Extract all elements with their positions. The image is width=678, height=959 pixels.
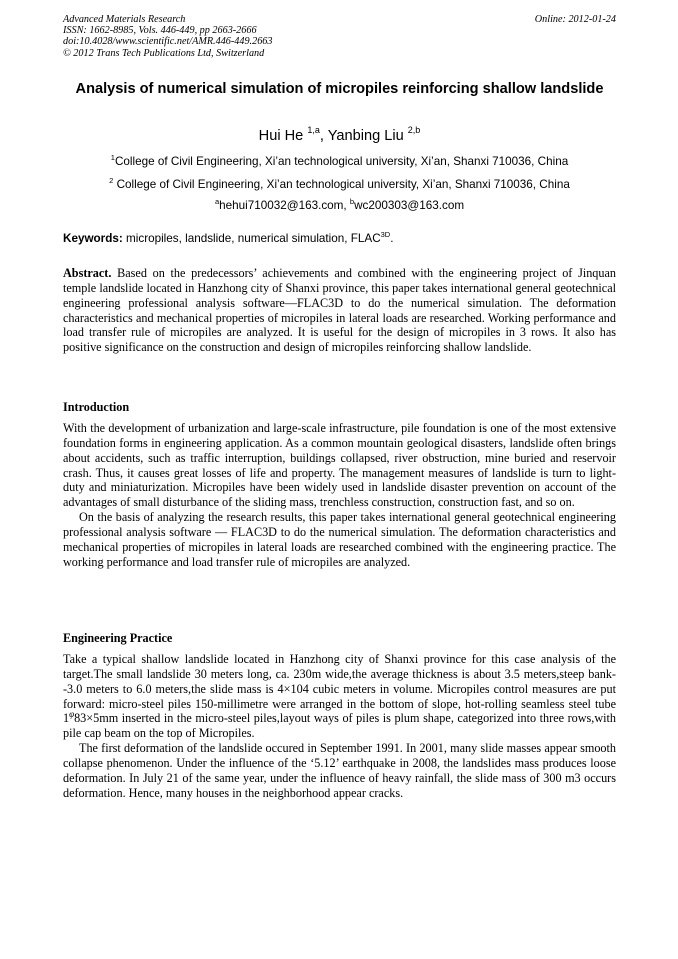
- paper-title: Analysis of numerical simulation of micropiles reinforcing shallow landslide: [75, 81, 604, 97]
- introduction-heading: Introduction: [63, 400, 130, 414]
- journal-name: Advanced Materials Research: [63, 14, 186, 25]
- engineering-paragraph-2: The first deformation of the landslide occured in September 1991. In 2001, many slide masses appear smooth collapse phenomenon. Under the influence of the ‘5.12’ earthquake in 2008, the landslides mass produces loose deformation. In July 21 of the same year, under the influence of heavy rainfall, the slide mass of 300 m3 occurs deformation. Hence, many houses in the neighborhood appear cracks.: [63, 741, 616, 800]
- email-a[interactable]: hehui710032@163.com,: [219, 199, 350, 212]
- engineering-p1-part-a: Take a typical shallow landslide located in Hanzhong city of Shanxi province for this case analysis of the target.The small landslide 30 meters long, ca. 230m wide,the average thickness is about 3.5 meters,steep bank--3.0 meters to 6.0 meters,the slide mass is 4×104 cubic meters in volume. Micropiles control measures are put forward: micro-steel piles 150-millimetre were arranged in the bottom of slope, hot-rolling seamless steel tube 1: [63, 652, 616, 726]
- author-1-sup: 1,a: [307, 125, 320, 135]
- abstract-text: Based on the predecessors’ achievements and combined with the engineering project of Jinquan temple landslide located in Hanzhong city of Shanxi province, this paper takes international general geotechnical engineering professional analysis software—FLAC3D to do the numerical simulation. The deformation characteristics and mechanical properties of micropiles in lateral loads are researched. Working performance and load transfer rule of micropiles are analyzed. It is useful for the design of micropiles in 3 rows. It also has positive significance on the construction and design of micropiles reinforcing shallow landslide.: [63, 266, 616, 355]
- keywords-sup: 3D: [380, 230, 391, 239]
- engineering-paragraph-1: [63, 652, 616, 741]
- affiliation-1-text: College of Civil Engineering, Xi’an technological university, Xi’an, Shanxi 710036, China: [114, 155, 569, 168]
- affiliation-1: [63, 155, 616, 169]
- abstract-paragraph: [63, 266, 616, 355]
- engineering-p1-part-b: 83×5mm inserted in the micro-steel piles,layout ways of piles is plum shape, categorized into three rows,with pile cap beam on the top of Micropiles.: [63, 711, 616, 741]
- author-line: [63, 127, 616, 145]
- email-line: [63, 199, 616, 213]
- author-2-sup: 2,b: [407, 125, 421, 135]
- email-b-sup: b: [349, 197, 355, 206]
- affiliation-1-sup: 1: [110, 153, 115, 162]
- keywords-text: micropiles, landslide, numerical simulation, FLAC: [122, 232, 381, 245]
- phi-symbol: φ: [69, 709, 75, 720]
- doi-line: doi:10.4028/www.scientific.net/AMR.446-449.2663: [63, 36, 273, 48]
- keywords-label: Keywords:: [63, 232, 123, 245]
- keywords-end: .: [390, 232, 394, 245]
- affiliation-2-text: College of Civil Engineering, Xi’an technological university, Xi’an, Shanxi 710036, China: [113, 178, 570, 191]
- abstract-label: Abstract.: [63, 266, 112, 280]
- author-2-name: Yanbing Liu: [327, 128, 404, 144]
- online-date: Online: 2012-01-24: [534, 14, 616, 25]
- engineering-heading: Engineering Practice: [63, 631, 173, 645]
- introduction-paragraph-1: With the development of urbanization and large-scale infrastructure, pile foundation is one of the most extensive foundation forms in engineering application. As a common mountain geological disasters, landslide often brings about accidents, such as traffic interruption, buildings collapsed, river obstruction, mine buried and reservoir crash. Thus, it causes great losses of life and property. The management measures of landslide is turn to light-duty and miniaturization. Micropiles have been widely used in landslide disaster prevention on account of the advantages of small disturbance of the sliding mass, trenchless construction, construction fast, and so on.: [63, 421, 616, 510]
- affiliation-2: [63, 178, 616, 192]
- introduction-paragraph-2: On the basis of analyzing the research results, this paper takes international general geotechnical engineering professional analysis software — FLAC3D to do the numerical simulation. The deformation characteristics and mechanical properties of micropiles in lateral loads are researched combined with the engineering practice. The working performance and load transfer rule of micropiles are analyzed.: [63, 510, 616, 569]
- author-1-name: Hui He: [258, 128, 304, 144]
- author-separator: ,: [319, 128, 328, 144]
- email-b[interactable]: wc200303@163.com: [354, 199, 465, 212]
- copyright-line: © 2012 Trans Tech Publications Ltd, Switzerland: [63, 47, 265, 59]
- email-a-sup: a: [214, 197, 220, 206]
- journal-header: [63, 14, 616, 59]
- affiliation-2-sup: 2: [109, 176, 114, 185]
- engineering-section: [63, 652, 616, 800]
- introduction-section: [63, 421, 616, 569]
- keywords: [63, 232, 616, 246]
- issn-line: ISSN: 1662-8985, Vols. 446-449, pp 2663-2666: [63, 25, 257, 37]
- abstract: [63, 266, 616, 355]
